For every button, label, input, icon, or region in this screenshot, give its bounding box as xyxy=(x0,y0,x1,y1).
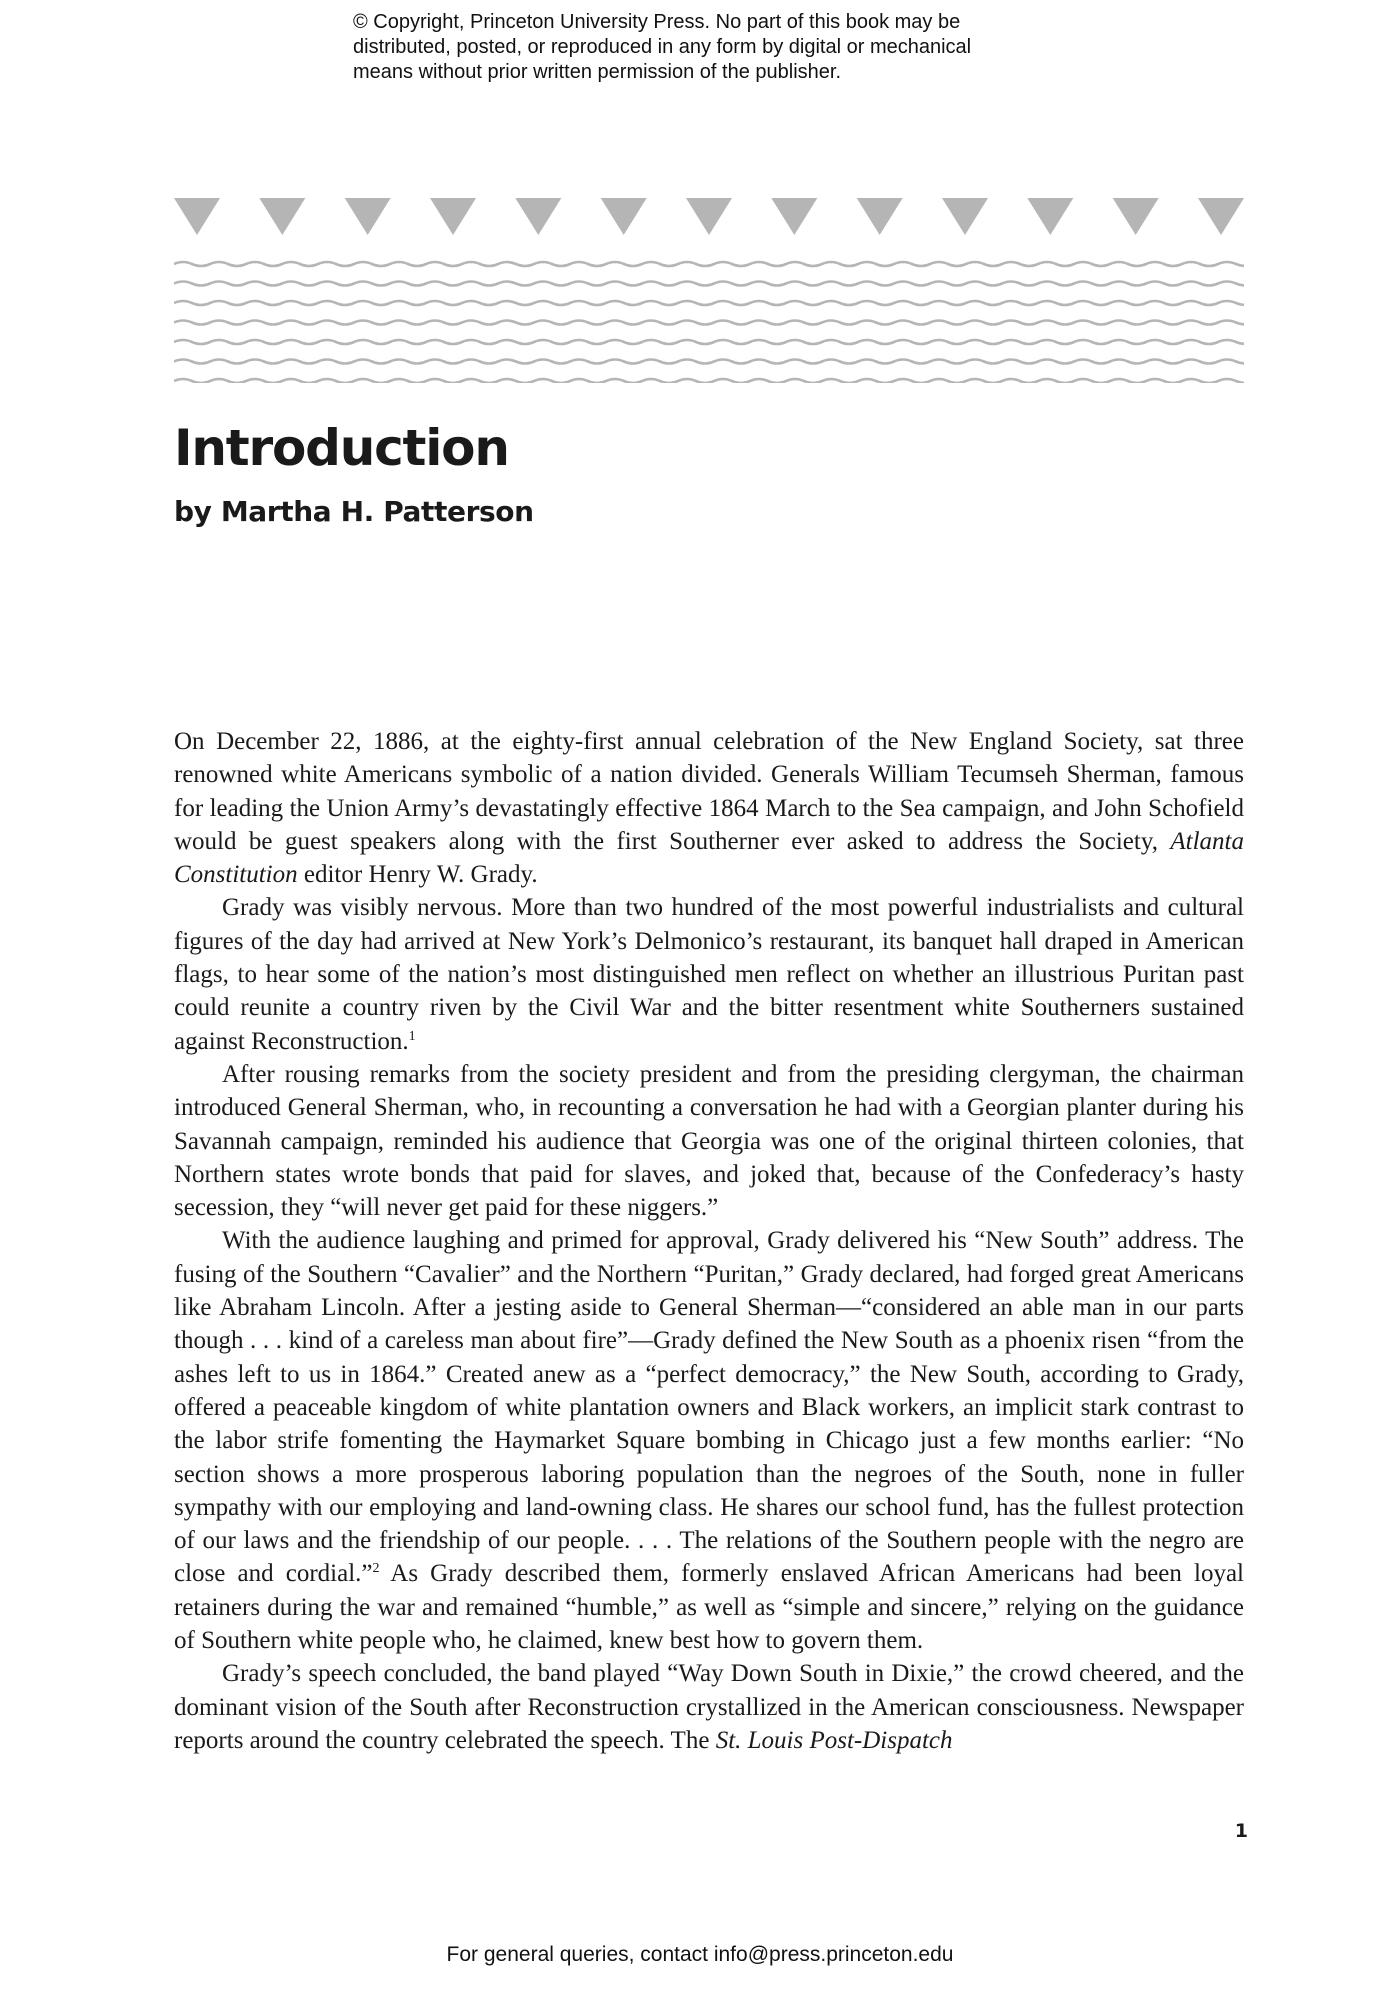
ornament-triangle xyxy=(601,198,647,235)
ornament-triangle xyxy=(942,198,988,235)
copyright-notice xyxy=(353,10,1113,85)
copyright-line: means without prior written permission of the publisher. xyxy=(353,61,842,83)
copyright-line: distributed, posted, or reproduced in any form by digital or mechanical xyxy=(353,36,972,58)
copyright-line: © Copyright, Princeton University Press. No part of this book may be xyxy=(353,11,961,33)
italic-title: Atlanta Constitution xyxy=(174,827,1244,889)
ornament-triangle xyxy=(174,198,220,235)
footnote-ref-1: 1 xyxy=(408,1028,416,1044)
ornament-triangle xyxy=(771,198,817,235)
ornament-wave-line xyxy=(174,360,1244,364)
paragraph-2: Grady was visibly nervous. More than two hundred of the most powerful industrialists and cultural figures of the day had arrived at New York’s Delmonico’s restaurant, its banquet hall draped in American flags, to hear some of the nation’s most distinguished men reflect on whether an illustrious Puritan past could reunite a country riven by the Civil War and the bitter resentment white Southerners sustained against Reconstruction.$^1$ xyxy=(174,894,1244,1055)
paragraph-5: Grady’s speech concluded, the band played “Way Down South in Dixie,” the crowd cheered, and the dominant vision of the South after Reconstruction crystallized in the American consciousness. Newspaper reports around the country celebrated the speech. The St. Louis Post-Dispatch xyxy=(174,1660,1244,1754)
paragraph-1: On December 22, 1886, at the eighty-first annual celebration of the New England Society, sat three renowned white Americans symbolic of a nation divided. Generals William Tecumseh Sherman, famous for leading the Union Army’s devastatingly effective 1864 March to the Sea campaign, and John Schofield would be guest speakers along with the first Southerner ever asked to address the Society, Atlanta Constitution editor Henry W. Grady. xyxy=(174,728,1244,889)
decorative-ornament xyxy=(174,198,1244,383)
ornament-wave-line xyxy=(174,262,1244,266)
ornament-wave-line xyxy=(174,340,1244,344)
ornament-triangle xyxy=(259,198,305,235)
ornament-wave-line xyxy=(174,282,1244,286)
italic-title: St. Louis Post-Dispatch xyxy=(715,1726,953,1754)
paragraph-4: With the audience laughing and primed for approval, Grady delivered his “New South” address. The fusing of the Southern “Cavalier” and the Northern “Puritan,” Grady declared, had forged great Americans like Abraham Lincoln. After a jesting aside to General Sherman—“considered an able man in our parts though . . . kind of a careless man about fire”—Grady defined the New South as a phoenix risen “from the ashes left to us in 1864.” Created anew as a “perfect democracy,” the New South, according to Grady, offered a peaceable kingdom of white plantation owners and Black workers, an implicit stark contrast to the labor strife fomenting the Haymarket Square bombing in Chicago just a few months earlier: “No section shows a more prosperous laboring population than the negroes of the South, none in fuller sympathy with our employing and land-owning class. He shares our school fund, has the fullest protection of our laws and the friendship of our people. . . . The relations of the Southern people with the negro are close and cordial.”$^2$ As Grady described them, formerly enslaved African Americans had been loyal retainers during the war and remained “humble,” as well as “simple and sincere,” relying on the guidance of Southern white people who, he claimed, knew best how to govern them. xyxy=(174,1227,1245,1655)
ornament-triangle xyxy=(430,198,476,235)
ornament-wave-line xyxy=(174,321,1244,325)
footnote-ref-2: 2 xyxy=(372,1561,380,1577)
ornament-wave-line xyxy=(174,379,1244,383)
page-number: 1 xyxy=(1234,1820,1248,1842)
ornament-wave-line xyxy=(174,301,1244,305)
ornament-triangle xyxy=(1113,198,1159,235)
ornament-triangle xyxy=(686,198,732,235)
chapter-title: Introduction xyxy=(174,419,509,477)
ornament-triangle xyxy=(1027,198,1073,235)
ornament-triangle xyxy=(857,198,903,235)
author-byline: by Martha H. Patterson xyxy=(174,495,534,528)
paragraph-3: After rousing remarks from the society president and from the presiding clergyman, the chairman introduced General Sherman, who, in recounting a conversation he had with a Georgian planter during his Savannah campaign, reminded his audience that Georgia was one of the original thirteen colonies, that Northern states wrote bonds that paid for slaves, and joked that, because of the Confederacy’s hasty secession, they “will never get paid for these niggers.” xyxy=(174,1060,1244,1222)
ornament-triangle xyxy=(515,198,561,235)
footer-contact: For general queries, contact info@press.princeton.edu xyxy=(446,1943,954,1966)
ornament-triangle xyxy=(345,198,391,235)
body-text xyxy=(174,725,1244,1757)
ornament-triangle xyxy=(1198,198,1244,235)
